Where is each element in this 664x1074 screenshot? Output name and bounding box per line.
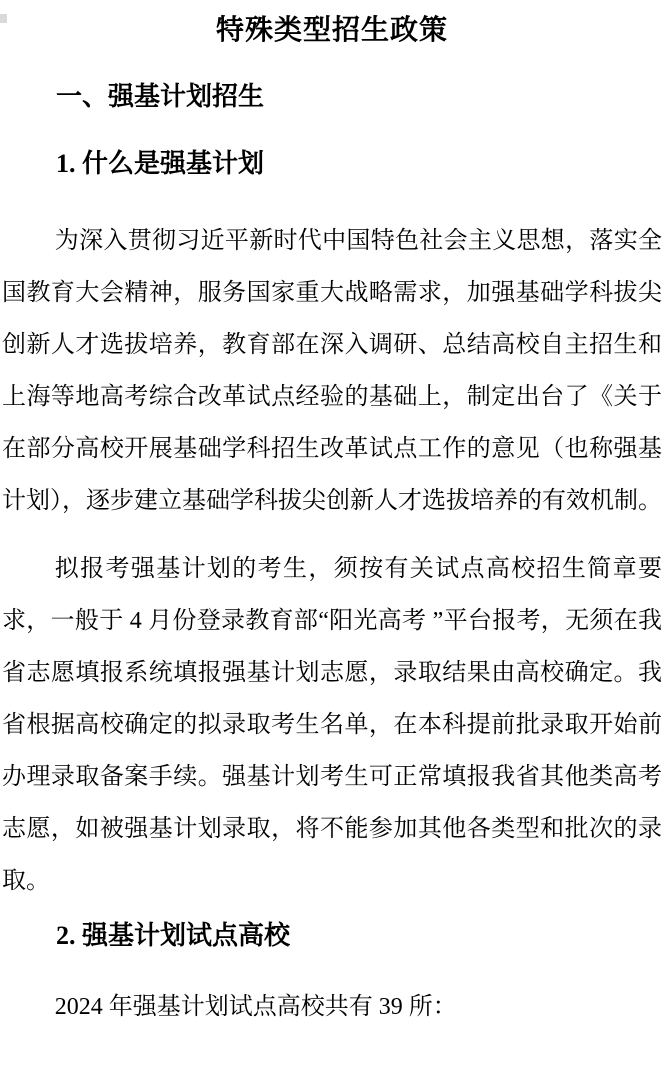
scan-artifact (0, 14, 7, 23)
paragraph-pilot-universities-count: 2024 年强基计划试点高校共有 39 所： (54, 994, 457, 1020)
subsection-heading-pilot-universities: 2. 强基计划试点高校 (56, 921, 291, 950)
paragraph-qiangji-background: 为深入贯彻习近平新时代中国特色社会主义思想，落实全国教育大会精神，服务国家重大战略需求，加强基础学科拔尖创新人才选拔培养，教育部在深入调研、总结高校自主招生和上海等地高考综合改革试点经验的基础上，制定出台了《关于在部分高校开展基础学科招生改革试点工作的意见（也称强基计划），逐步建立基础学科拔尖创新人才选拔培养的有效机制。 (2, 228, 662, 514)
document-title: 特殊类型招生政策 (215, 14, 448, 45)
paragraph-qiangji-application: 拟报考强基计划的考生，须按有关试点高校招生简章要求，一般于 4 月份登录教育部“阳光高考 ”平台报考，无须在我省志愿填报系统填报强基计划志愿，录取结果由高校确定。我省根据高校确定的拟录取考生名单，在本科提前批录取开始前办理录取备案手续。强基计划考生可正常填报我省其他类高考志愿，如被强基计划录取，将不能参加其他各类型和批次的录取。 (2, 556, 662, 894)
section-heading-qiangji: 一、强基计划招生 (56, 82, 265, 111)
subsection-heading-what-is-qiangji: 1. 什么是强基计划 (56, 149, 265, 178)
